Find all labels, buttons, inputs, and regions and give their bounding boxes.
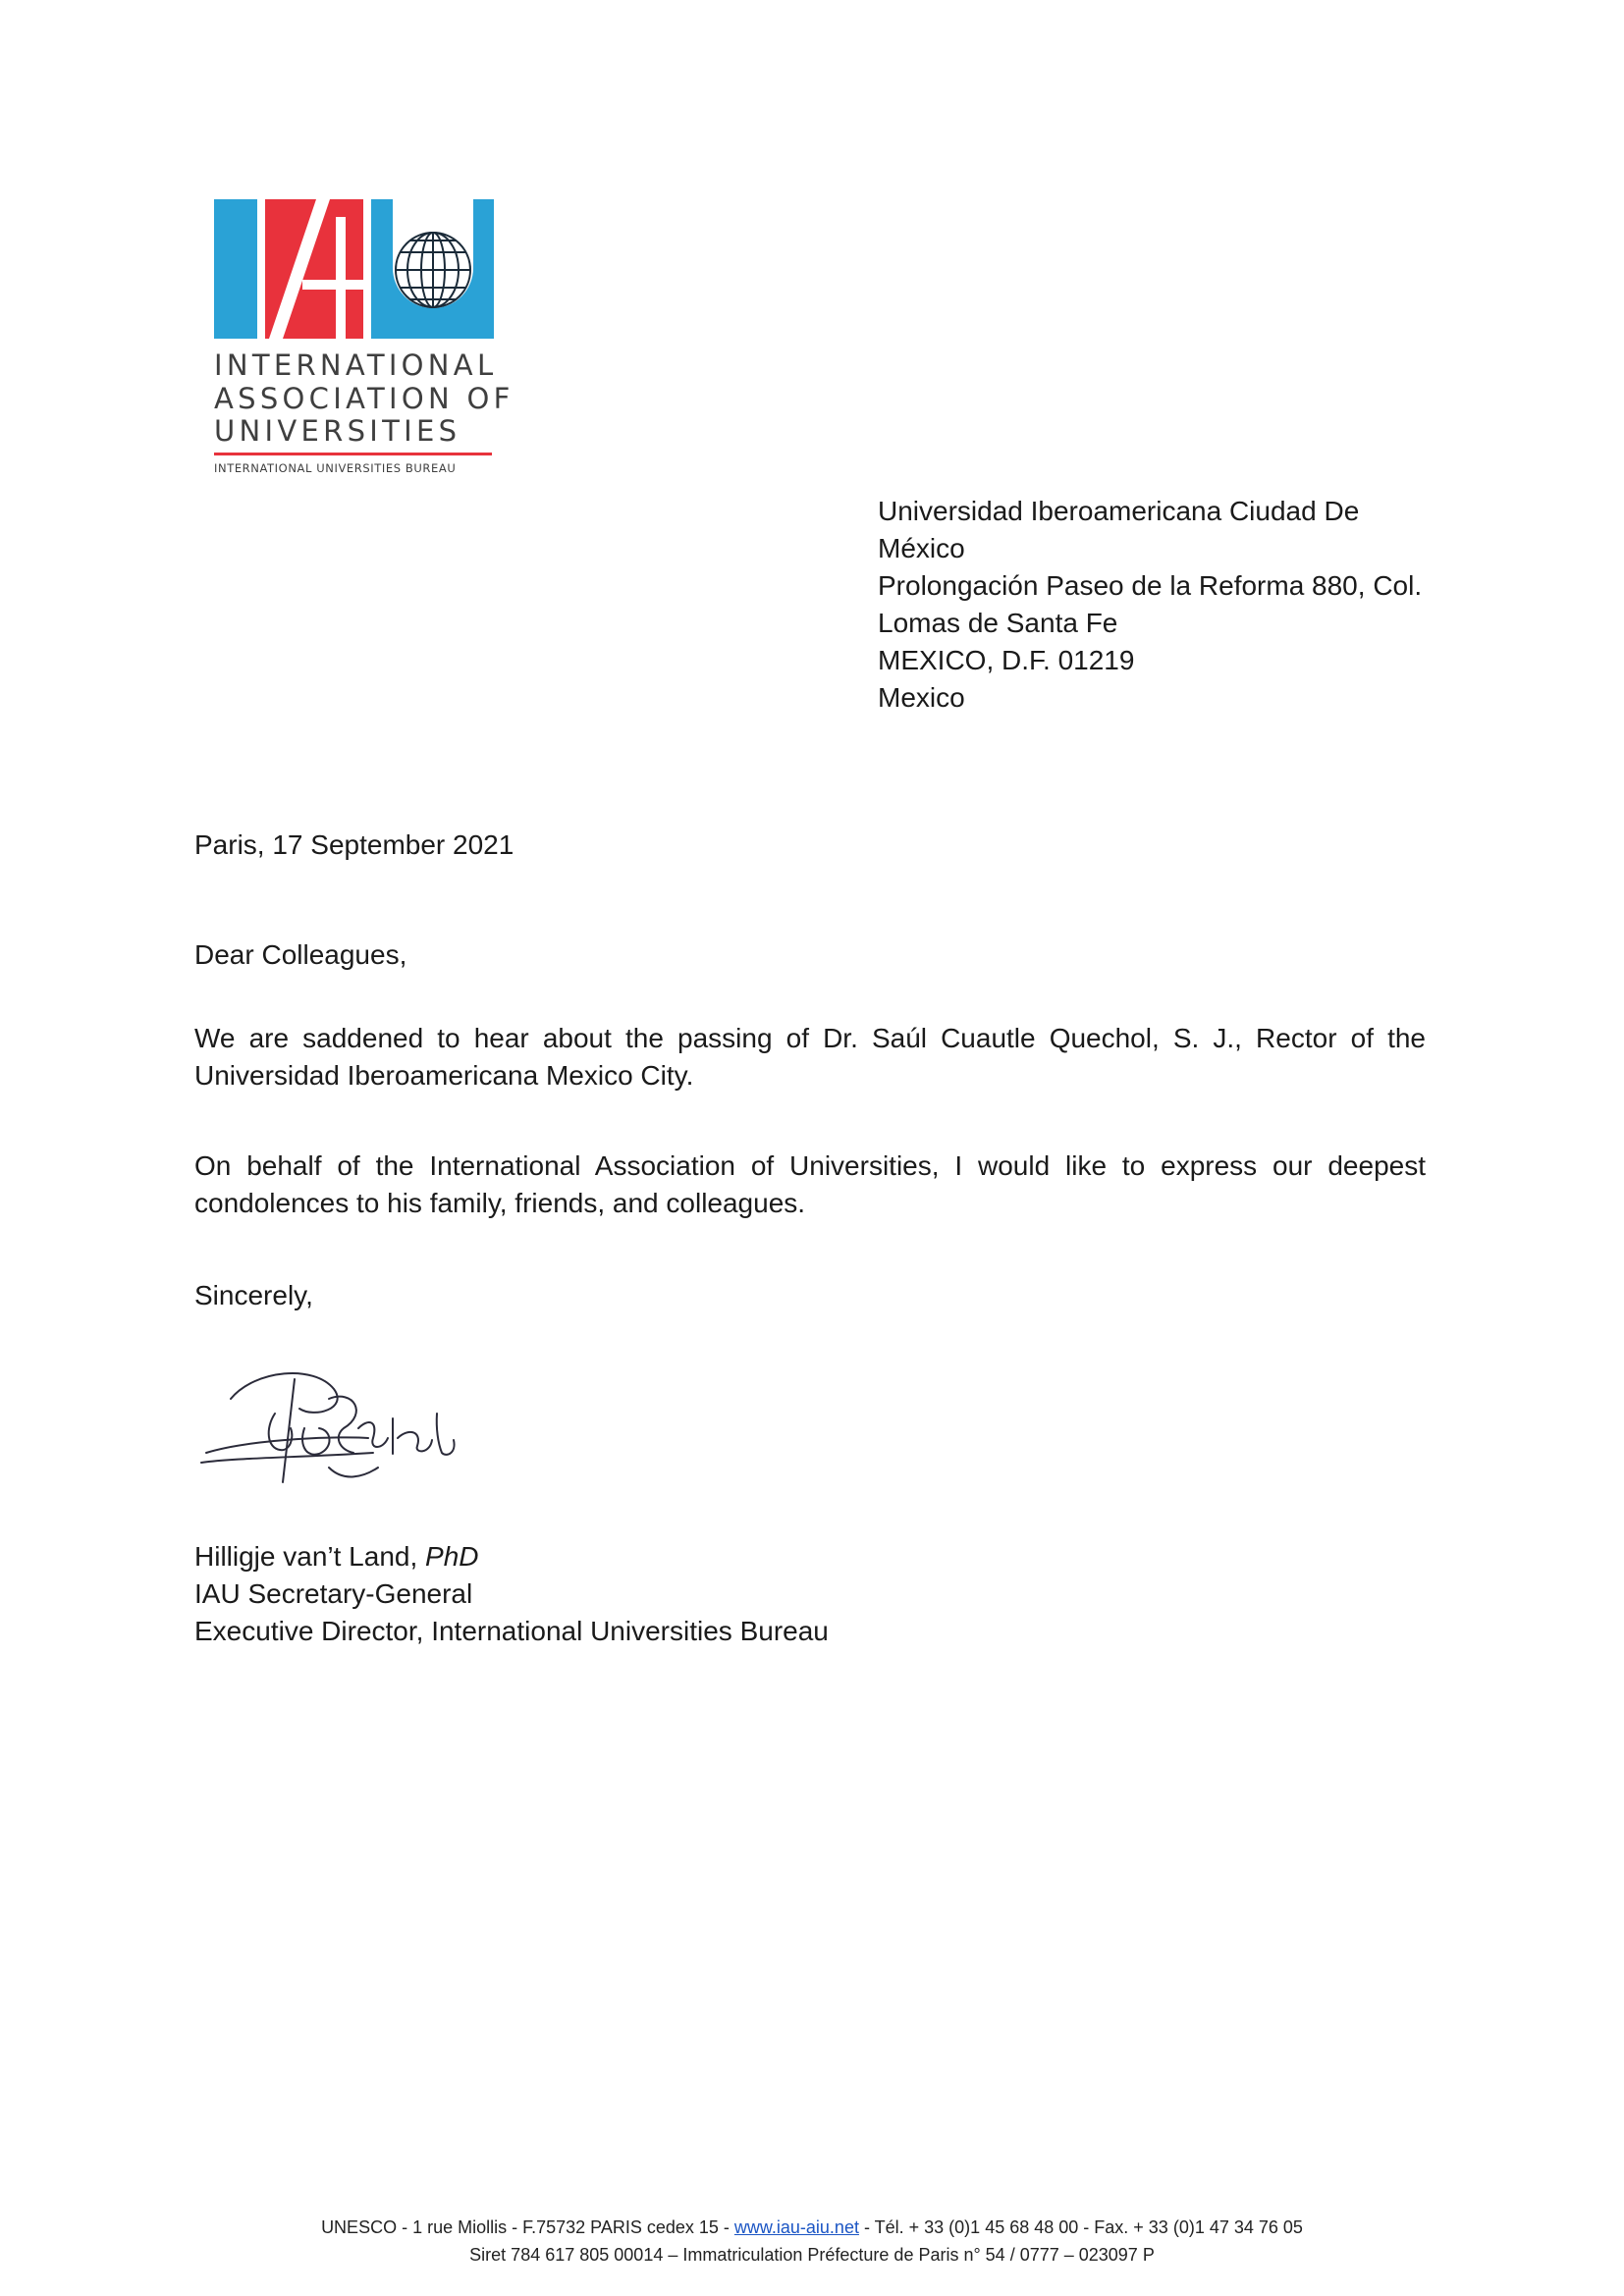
address-line: Prolongación Paseo de la Reforma 880, Col. [878, 570, 1423, 601]
logo-text-line-3: UNIVERSITIES [214, 414, 461, 448]
address-line: México [878, 533, 965, 563]
logo-subtitle: INTERNATIONAL UNIVERSITIES BUREAU [214, 461, 457, 475]
address-line: MEXICO, D.F. 01219 [878, 645, 1135, 675]
signer-degree: PhD [425, 1541, 479, 1572]
footer-address: UNESCO - 1 rue Miollis - F.75732 PARIS cedex 15 - [321, 2217, 734, 2237]
signer-title-1: IAU Secretary-General [194, 1578, 473, 1609]
signer-name: Hilligje van’t Land, [194, 1541, 418, 1572]
footer-line-2: Siret 784 617 805 00014 – Immatriculation Préfecture de Paris n° 54 / 0777 – 023097 P [469, 2245, 1155, 2265]
signer-name-line [194, 1538, 829, 1575]
logo-text-line-2: ASSOCIATION OF [214, 382, 514, 415]
logo-divider [214, 453, 492, 455]
logo-text-line-1: INTERNATIONAL [214, 348, 498, 382]
signer-block [194, 1538, 829, 1650]
address-line: Lomas de Santa Fe [878, 608, 1118, 638]
closing: Sincerely, [194, 1280, 313, 1310]
signer-title-2: Executive Director, International Universities Bureau [194, 1616, 829, 1646]
recipient-address [878, 493, 1428, 717]
signature-image [196, 1360, 471, 1497]
body-paragraph-1: We are saddened to hear about the passing of Dr. Saúl Cuautle Quechol, S. J., Rector of the Universidad Iberoamericana Mexico City. [194, 1023, 1426, 1091]
address-line: Universidad Iberoamericana Ciudad De [878, 496, 1360, 526]
footer-line-1 [0, 2216, 1624, 2238]
date-line: Paris, 17 September 2021 [194, 829, 514, 860]
globe-icon [396, 233, 470, 307]
footer-website-link[interactable]: www.iau-aiu.net [733, 2217, 859, 2237]
greeting: Dear Colleagues, [194, 939, 407, 970]
address-line: Mexico [878, 682, 965, 713]
body-paragraph-2: On behalf of the International Association of Universities, I would like to express our deepest condolences to his family, friends, and colleagues. [194, 1150, 1426, 1218]
footer-contact: - Tél. + 33 (0)1 45 68 48 00 - Fax. + 33 (0)1 47 34 76 05 [858, 2217, 1303, 2237]
